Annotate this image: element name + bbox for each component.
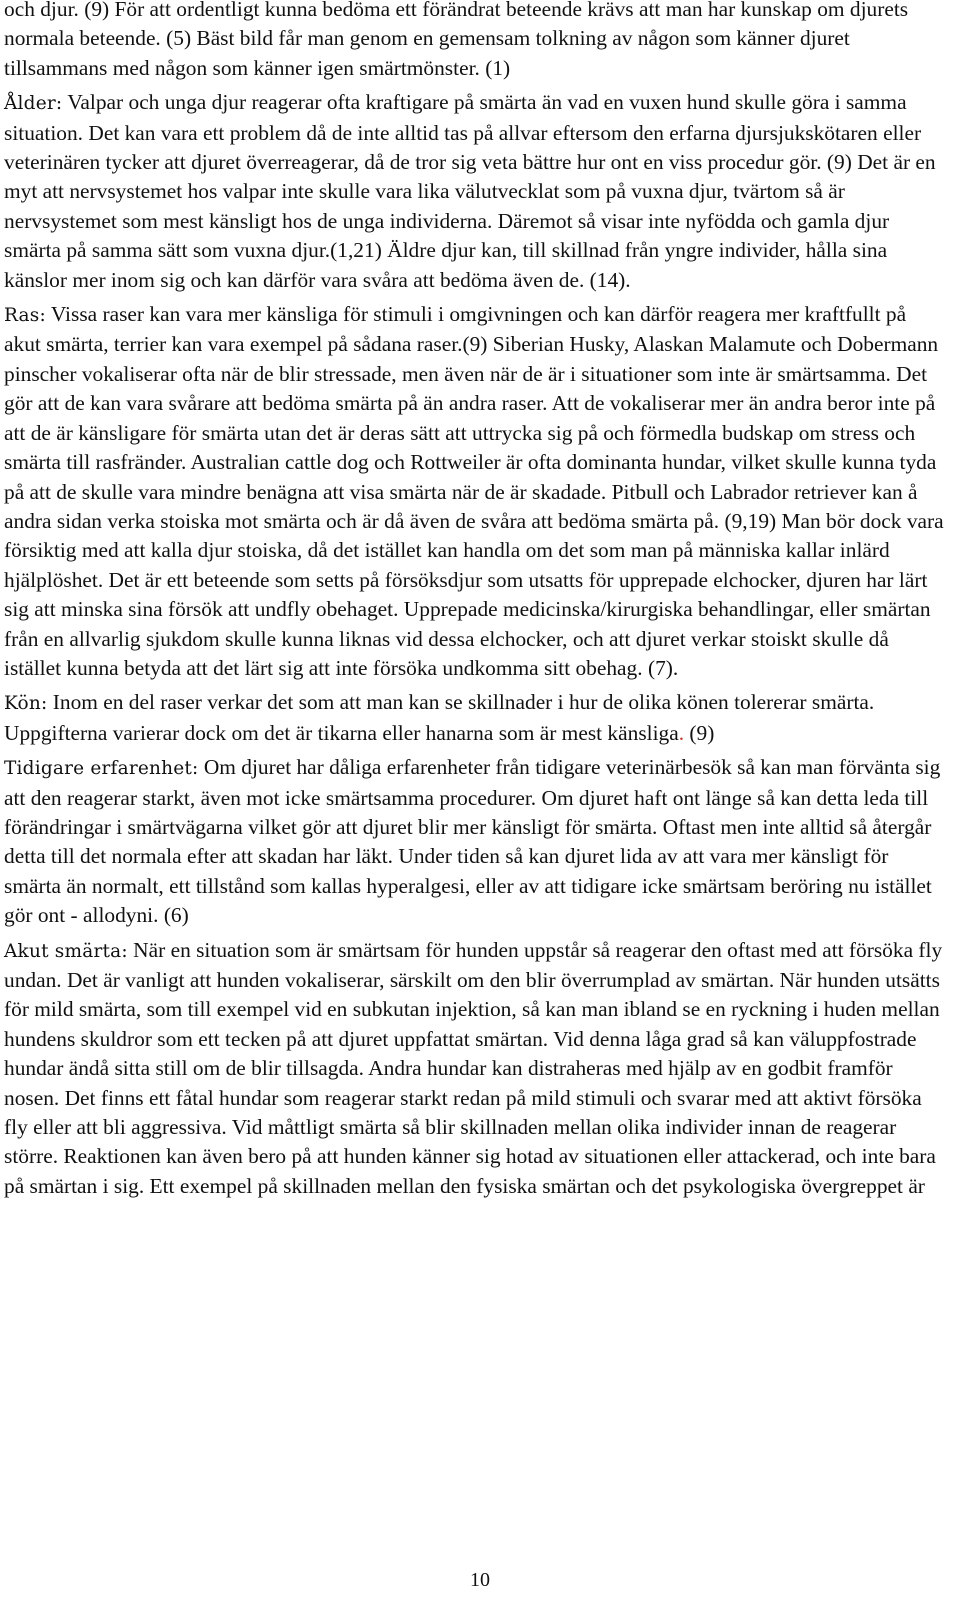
breed-text: Vissa raser kan vara mer känsliga för stimuli i omgivningen och kan därför reagera mer kraftfullt på akut smärta, terrier kan vara exempel på sådana raser.(9) Siberian Husky, Alaskan Malamute och Dobermann pinscher vokaliserar ofta när de blir stressade, men även när de är i situationer som inte är smärtsamma. Det gör att de kan vara svårare att bedöma smärta på än andra raser. Att de vokaliserar mer än andra beror inte på att de är känsligare för smärta utan det är deras sätt att uttrycka sig på och förmedla budskap om stress och smärta till rasfränder. Australian cattle dog och Rottweiler är ofta dominanta hundar, vilket skulle kunna tyda på att de skulle vara mindre benägna att visa smärta när de är skadade. Pitbull och Labrador retriever kan å andra sidan verka stoiska mot smärta och är då även de svåra att bedöma smärta på. (9,19) Man bör dock vara försiktig med att kalla djur stoiska, då det istället kan handla om det som man på människa kallar inlärd hjälplöshet. Det är ett beteende som setts på försöksdjur som utsatts för upprepade elchocker, djuren har lärt sig att minska sina försök att undfly obehaget. Upprepade medicinska/kirurgiska behandlingar, eller smärtan från en allvarlig sjukdom skulle kunna liknas vid dessa elchocker, och att djuret verkar stoiskt skulle då istället kunna betyda att det lärt sig att inte försöka undkomma sitt obehag. (7). [4, 302, 944, 680]
age-paragraph [4, 88, 944, 295]
sex-tail: (9) [684, 720, 715, 745]
breed-term: Ras: [4, 305, 46, 327]
acute-pain-text: När en situation som är smärtsam för hunden uppstår så reagerar den oftast med att försöka fly undan. Det är vanligt att hunden vokaliserar, särskilt om den blir överrumplad av smärtan. När hunden utsätts för mild smärta, som till exempel vid en subkutan injektion, så kan man ibland se en ryckning i huden mellan hundens skuldror som ett tecken på att djuret uppfattat smärtan. Vid denna låga grad så kan väluppfostrade hundar ändå sitta still om de blir tillsagda. Andra hundar kan distraheras med hjälp av en godbit framför nosen. Det finns ett fåtal hundar som reagerar starkt redan på mild stimuli och svarar med att aktivt försöka fly eller att bli aggressiva. Vid måttligt smärta så blir skillnaden mellan olika individer innan de reagerar större. Reaktionen kan även bero på att hunden känner sig hotad av situationen eller attackerad, och inte bara på smärtan i sig. Ett exempel på skillnaden mellan den fysiska smärtan och det psykologiska övergreppet är [4, 937, 943, 1198]
document-page [4, 0, 944, 1206]
experience-text: Om djuret har dåliga erfarenheter från tidigare veterinärbesök så kan man förvänta sig att den reagerar starkt, även mot icke smärtsamma procedurer. Om djuret haft ont länge så kan detta leda till förändringar i smärtvägarna vilket gör att djuret blir mer känsligt för smärta. Oftast men inte alltid så återgår detta till det normala efter att skadan har läkt. Under tiden så kan djuret lida av att vara mer känsligt för smärta än normalt, ett tillstånd som kallas hyperalgesi, eller av att tidigare icke smärtsam beröring nu istället gör ont - allodyni. (6) [4, 755, 941, 928]
sex-paragraph [4, 688, 944, 748]
age-text: Valpar och unga djur reagerar ofta kraftigare på smärta än vad en vuxen hund skulle göra i samma situation. Det kan vara ett problem då de inte alltid tas på allvar eftersom den erfarna djursjukskötaren eller veterinären tycker att djuret överreagerar, då de tror sig veta bättre hur ont en viss procedur gör. (9) Det är en myt att nervsystemet hos valpar inte skulle vara lika välutvecklat som på vuxna djur, tvärtom så är nervsystemet som mest känsligt hos de unga individerna. Däremot så visar inte nyfödda och gamla djur smärta på samma sätt som vuxna djur.(1,21) Äldre djur kan, till skillnad från yngre individer, hålla sina känslor mer inom sig och kan därför vara svåra att bedöma även de. (14). [4, 90, 936, 292]
experience-paragraph [4, 753, 944, 930]
sex-red-mark: . [678, 720, 685, 745]
age-term: Ålder: [4, 93, 63, 115]
sex-text: Inom en del raser verkar det som att man kan se skillnader i hur de olika könen tolererar smärta. Uppgifterna varierar dock om det är tikarna eller hanarna som är mest känsliga [4, 690, 875, 745]
sex-term: Kön: [4, 693, 48, 715]
intro-paragraph [4, 0, 944, 83]
acute-pain-term: Akut smärta: [4, 940, 128, 962]
page-number: 10 [470, 1569, 490, 1591]
acute-pain-paragraph [4, 936, 944, 1202]
breed-paragraph [4, 300, 944, 683]
experience-term: Tidigare erfarenhet: [4, 758, 199, 780]
intro-text: och djur. (9) För att ordentligt kunna bedöma ett förändrat beteende krävs att man har kunskap om djurets normala beteende. (5) Bäst bild får man genom en gemensam tolkning av någon som känner djuret tillsammans med någon som känner igen smärtmönster. (1) [4, 0, 909, 80]
